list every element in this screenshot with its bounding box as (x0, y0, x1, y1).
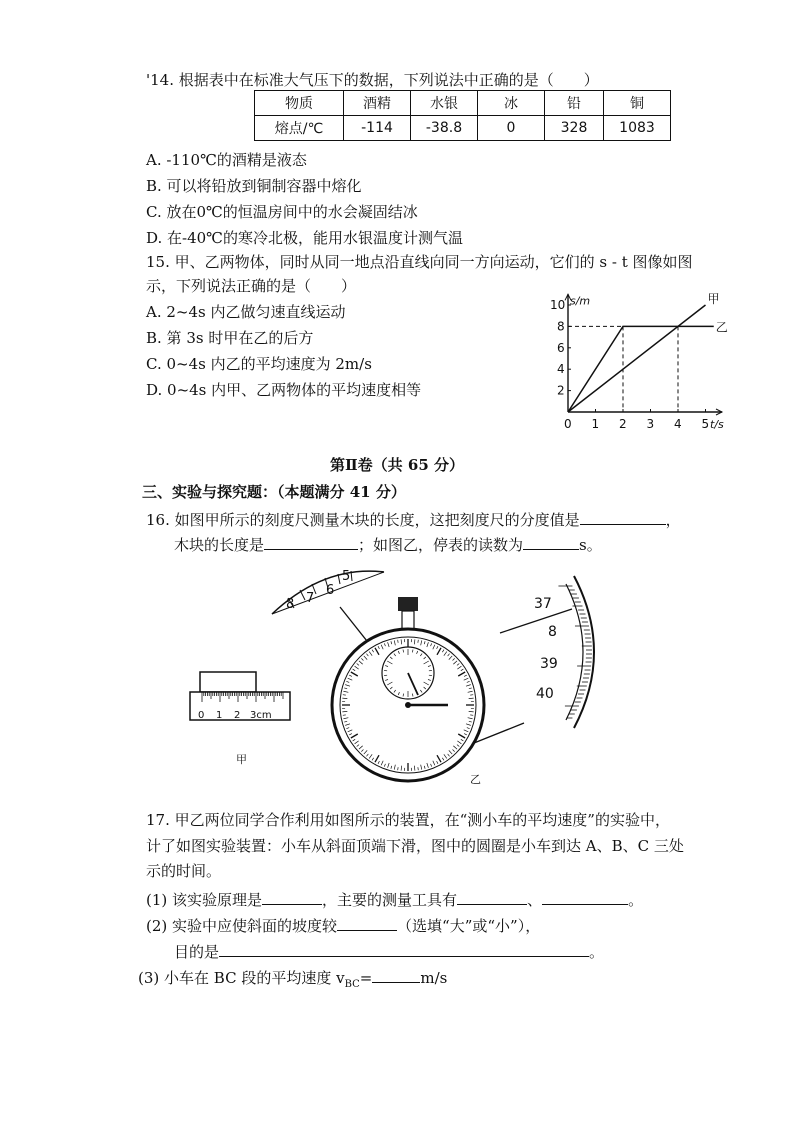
y-axis-label: s/m (570, 294, 591, 308)
answer-blank[interactable] (219, 940, 589, 957)
ruler-label: 1 (216, 710, 223, 721)
q14-option-c: C. 放在0℃的恒温房间中的水会凝固结冰 (146, 203, 418, 221)
q17-text: 。 (589, 943, 605, 961)
dial-zoom-label: 39 (540, 656, 558, 672)
series-line (568, 305, 706, 412)
series-label: 乙 (715, 320, 728, 335)
dial-zoom-arc-inner (566, 584, 583, 720)
table-cell: 328 (545, 116, 604, 141)
q17-text: （选填“大”或“小”）， (397, 917, 541, 935)
y-tick-label: 6 (557, 340, 565, 355)
q16-text: 16. 如图甲所示的刻度尺测量木块的长度，这把刻度尺的分度值是 (146, 511, 580, 529)
figure-label-a: 甲 (236, 753, 247, 766)
q17-text: ，主要的测量工具有 (322, 891, 458, 909)
q17-text: 。 (628, 891, 644, 909)
answer-blank[interactable] (523, 533, 579, 550)
wood-block (200, 672, 256, 692)
q17-text: = (359, 969, 373, 987)
q17-line1: 17. 甲乙两位同学合作利用如图所示的装置，在“测小车的平均速度”的实验中， (146, 811, 670, 829)
table-cell: 铜 (604, 91, 671, 116)
q15-stem-line2: 示，下列说法正确的是（ ） (146, 277, 357, 295)
q17-line3: 示的时间。 (146, 862, 222, 880)
y-tick-label: 10 (550, 298, 566, 312)
ruler-label: 0 (198, 710, 205, 721)
dial-zoom-figure (530, 572, 610, 732)
stopwatch-pivot (405, 702, 411, 708)
q17-sub2 (146, 914, 540, 936)
answer-blank[interactable] (264, 533, 358, 550)
stopwatch-crown (398, 597, 418, 611)
x-tick-label: 1 (591, 417, 600, 431)
section-heading: 三、实验与探究题：（本题满分 41 分） (142, 483, 406, 501)
q14-option-a: A. -110℃的酒精是液态 (146, 151, 307, 169)
table-cell: 酒精 (344, 91, 411, 116)
ruler-zoom-label: 6 (326, 583, 335, 598)
q17-sub2-purpose (174, 940, 604, 962)
answer-blank[interactable] (337, 914, 397, 931)
dial-zoom-label: 40 (536, 686, 554, 702)
dial-zoom-label: 37 (534, 596, 552, 612)
series-line (568, 326, 714, 412)
series-label: 甲 (707, 292, 720, 306)
table-cell: -114 (344, 116, 411, 141)
ruler-zoom-label: 5 (342, 569, 351, 584)
ruler-zoom-label: 7 (306, 591, 315, 606)
x-axis-label: t/s (710, 418, 724, 431)
table-cell: 冰 (478, 91, 545, 116)
q17-line2: 计了如图实验装置：小车从斜面顶端下滑，图中的圆圈是小车到达 A、B、C 三处 (146, 837, 684, 855)
x-tick-label: 0 (564, 417, 572, 431)
q15-option-a: A. 2~4s 内乙做匀速直线运动 (146, 303, 346, 321)
q17-text: (1) 该实验原理是 (146, 891, 263, 909)
answer-blank[interactable] (262, 888, 322, 905)
table-cell: 水银 (411, 91, 478, 116)
melting-point-table (254, 90, 671, 141)
x-tick-label: 3 (646, 417, 655, 431)
table-cell: 0 (478, 116, 545, 141)
answer-blank[interactable] (457, 888, 527, 905)
table-cell: 铅 (545, 91, 604, 116)
q16-line2 (174, 533, 602, 555)
x-tick-label: 2 (619, 417, 627, 431)
q15-stem-line1: 15. 甲、乙两物体，同时从同一地点沿直线向同一方向运动，它们的 s - t 图像如图 (146, 253, 693, 271)
q17-sub3 (138, 966, 447, 995)
y-tick-label: 8 (557, 319, 565, 334)
table-row (255, 116, 671, 141)
dial-zoom-arc-outer (574, 576, 594, 728)
ruler-label: 2 (234, 710, 241, 721)
table-cell: 物质 (255, 91, 344, 116)
q17-sub1 (146, 888, 643, 910)
x-tick-label: 4 (674, 417, 682, 431)
q17-text: (3) 小车在 BC 段的平均速度 v (138, 969, 345, 987)
ruler-zoom-label: 8 (286, 597, 295, 612)
q15-option-d: D. 0~4s 内甲、乙两物体的平均速度相等 (146, 381, 422, 399)
st-graph (540, 278, 740, 438)
q16-line1 (146, 508, 681, 530)
q15-option-c: C. 0~4s 内乙的平均速度为 2m/s (146, 355, 372, 373)
table-row (255, 91, 671, 116)
y-tick-label: 2 (557, 383, 565, 398)
q15-option-b: B. 第 3s 时甲在乙的后方 (146, 329, 314, 347)
q16-text: ， (665, 511, 681, 529)
figure-label-b: 乙 (470, 773, 481, 786)
ruler-label: 3cm (250, 710, 272, 721)
q16-text: ；如图乙，停表的读数为 (358, 536, 524, 554)
q17-text: 目的是 (174, 943, 220, 961)
table-cell: -38.8 (411, 116, 478, 141)
answer-blank[interactable] (580, 508, 666, 525)
q14-option-d: D. 在-40℃的寒冷北极，能用水银温度计测气温 (146, 229, 463, 247)
table-cell: 1083 (604, 116, 671, 141)
dial-zoom-label: 8 (548, 624, 557, 640)
answer-blank[interactable] (542, 888, 628, 905)
q17-text: m/s (420, 969, 448, 987)
table-cell: 熔点/℃ (255, 116, 344, 141)
q16-text: s。 (579, 536, 602, 554)
q17-text: (2) 实验中应使斜面的坡度较 (146, 917, 338, 935)
q14-stem: '14. 根据表中在标准大气压下的数据，下列说法中正确的是（ ） (146, 71, 599, 89)
q17-subscript: BC (344, 979, 360, 990)
q17-text: 、 (527, 891, 543, 909)
q16-text: 木块的长度是 (174, 536, 265, 554)
x-tick-label: 5 (701, 417, 710, 431)
answer-blank[interactable] (372, 966, 420, 983)
q14-option-b: B. 可以将铅放到铜制容器中熔化 (146, 177, 362, 195)
section-title: 第Ⅱ卷（共 65 分） (330, 456, 464, 474)
y-tick-label: 4 (557, 362, 565, 377)
